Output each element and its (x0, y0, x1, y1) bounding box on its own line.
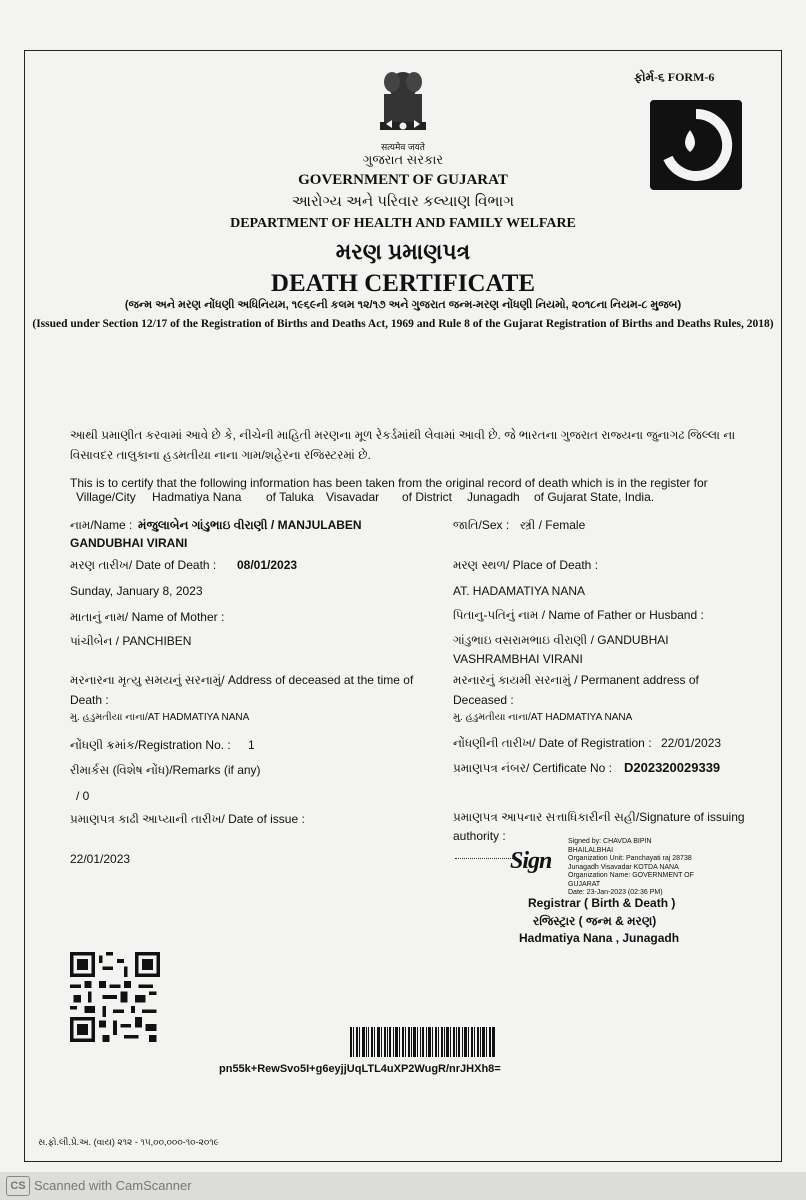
mother-label: માતાનું નામ/ Name of Mother : (70, 610, 225, 624)
ds-line: Organization Name: GOVERNMENT OF (568, 872, 694, 879)
address-label-line1: મરનારના મૃત્યુ સમયનું સરનામું/ Address of deceased at the time of (70, 673, 414, 687)
mother-value: પાંચીબેન / PANCHIBEN (70, 634, 192, 648)
sex-label: જાતિ/Sex : (453, 518, 510, 532)
name-value-line2: GANDUBHAI VIRANI (70, 536, 188, 550)
father-label: પિતાનુ-પતિનું નામ / Name of Father or Husband : (453, 608, 704, 622)
barcode-icon (350, 1027, 495, 1057)
permanent-address-label-line2: Deceased : (453, 693, 514, 707)
digital-signature-details (568, 838, 694, 898)
certificate-no-label: પ્રમાણપત્ર નંબર/ Certificate No : (453, 761, 612, 775)
issued-under-gujarati: (જન્મ અને મરણ નોંધણી અધિનિયમ, ૧૯૬૯ની કલમ ૧૨/૧૭ અને ગુજરાત જન્મ-મરણ નોંધણી નિયમો, ૨૦૧૮ના નિયમ-૮ મુજબ) (124, 299, 682, 311)
print-code: સ.ફો.લી.પ્રે.અ. (વાય) ૨૧૨ - ૧૫,૦૦,૦૦૦-૧૦-૨૦૧૯ (38, 1137, 220, 1147)
dept-gujarati: આરોગ્ય અને પરિવાર કલ્યાણ વિભાગ (291, 193, 515, 210)
form-number: ફોર્મ-૬ FORM-6 (634, 70, 715, 84)
issued-under-english: (Issued under Section 12/17 of the Registration of Births and Deaths Act, 1969 and Rule 8 of the Gujarat Registration of Births and Deaths Rules, 2018) (32, 318, 774, 330)
registration-date-label: નોંધણીની તારીખ/ Date of Registration : (453, 736, 652, 750)
dod-value: 08/01/2023 (237, 558, 298, 572)
certify-english-line1: This is to certify that the following information has been taken from the original record of death which is in the register for (70, 476, 708, 490)
signature-mark: Sign (510, 848, 552, 874)
registration-no-label: નોંધણી ક્રમાંક/Registration No. : (70, 738, 231, 752)
certify-gujarati-line1: આથી પ્રમાણીત કરવામાં આવે છે કે, નીચેની માહિતી મરણના મૂળ રેકર્ડમાંથી લેવામાં આવી છે. જે ભારતના ગુજરાત રાજ્યના જુનાગઢ જિલ્લા ના (70, 428, 736, 442)
ds-line: Organization Unit: Panchayati raj 28738 (568, 855, 692, 862)
dept-english: DEPARTMENT OF HEALTH AND FAMILY WELFARE (230, 216, 576, 231)
registration-no-value: 1 (248, 738, 255, 752)
sex-value: સ્ત્રી / Female (520, 518, 586, 532)
issue-date-label: પ્રમાણપત્ર કાઢી આપ્યાની તારીખ/ Date of issue : (70, 812, 305, 826)
address-value: મુ. હડુમતીયા નાના/AT HADMATIYA NANA (70, 712, 250, 723)
title-gujarati: મરણ પ્રમાણપત્ર (335, 239, 471, 264)
certify-village-value: Hadmatiya Nana (152, 490, 242, 504)
name-label: નામ/Name : (70, 518, 133, 532)
gov-gujarati: ગુજરાત સરકાર (362, 152, 444, 167)
qr-code-icon (70, 952, 160, 1042)
certify-state-label: of Gujarat State, India. (534, 490, 655, 504)
registration-date-value: 22/01/2023 (661, 736, 722, 750)
national-emblem-icon (370, 64, 436, 146)
certify-taluka-label: of Taluka (266, 490, 314, 504)
father-value-line1: ગાંડુભાઇ વસરામભાઇ વીરાણી / GANDUBHAI (453, 633, 669, 647)
father-value-line2: VASHRAMBHAI VIRANI (453, 652, 583, 666)
issue-date-value: 22/01/2023 (70, 852, 131, 866)
name-value-line1: મંજુલાબેન ગાંડુભાઇ વીરાણી / MANJULABEN (138, 518, 362, 532)
certificate-no-value: D202320029339 (624, 760, 721, 775)
registrar-title-english: Registrar ( Birth & Death ) (528, 896, 676, 910)
remarks-label: રીમાર્કસ (વિશેષ નોંધ)/Remarks (if any) (70, 763, 261, 777)
certify-district-label: of District (402, 490, 453, 504)
ds-line: BHAILALBHAI (568, 846, 614, 854)
ds-line: Signed by: CHAVDA BIPIN (568, 838, 652, 845)
permanent-address-label-line1: મરનારનું કાયમી સરનામું / Permanent address of (453, 673, 699, 687)
place-of-death-value: AT. HADAMATIYA NANA (453, 584, 586, 598)
ds-line: GUJARAT (568, 880, 601, 888)
certify-taluka-value: Visavadar (326, 490, 380, 504)
ds-line: Date: 23-Jan-2023 (02:36 PM) (568, 889, 663, 896)
camscanner-logo: CS (6, 1176, 30, 1196)
dod-label: મરણ તારીખ/ Date of Death : (70, 558, 217, 572)
gov-english: GOVERNMENT OF GUJARAT (298, 172, 508, 188)
certify-village-label: Village/City (76, 490, 136, 504)
address-label-line2: Death : (70, 693, 109, 707)
dod-day: Sunday, January 8, 2023 (70, 584, 203, 598)
place-of-death-label: મરણ સ્થળ/ Place of Death : (453, 558, 599, 572)
registrar-title-gujarati: રજિસ્ટ્રાર ( જન્મ & મરણ) (533, 914, 657, 928)
remarks-value: / 0 (76, 789, 90, 803)
certify-district-value: Junagadh (467, 490, 520, 504)
ds-line: Junagadh Visavadar KOTDA NANA (568, 863, 679, 871)
signature-label-line2: authority : (453, 829, 506, 843)
title-english: DEATH CERTIFICATE (270, 270, 536, 297)
registrar-place: Hadmatiya Nana , Junagadh (519, 931, 680, 945)
emblem-motto: सत्यमेव जयते (381, 142, 425, 152)
certify-gujarati-line2: વિસાવદર તાલુકાના હડમતીયા નાના ગામ/શહેરના રજિસ્ટરમાં છે. (70, 448, 371, 462)
scanner-watermark: Scanned with CamScanner (34, 1178, 192, 1193)
signature-dotted-line (455, 858, 515, 859)
permanent-address-value: મુ. હડુમતીયા નાના/AT HADMATIYA NANA (453, 712, 633, 723)
verification-hash: pn55k+RewSvo5I+g6eyjjUqLTL4uXP2WugR/nrJHXh8= (219, 1063, 501, 1075)
signature-label-line1: પ્રમાણપત્ર આપનાર સત્તાધિકારીની સહી/Signature of issuing (453, 810, 745, 824)
